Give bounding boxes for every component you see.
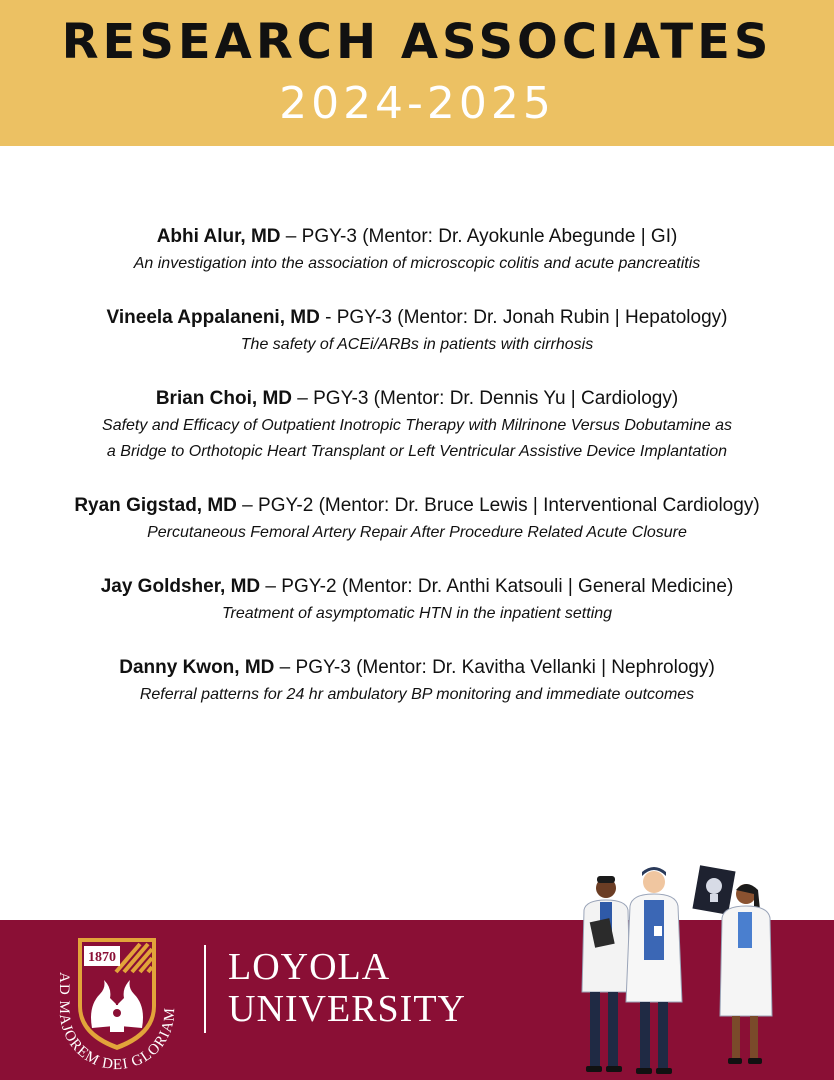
associate-name: Jay Goldsher, MD xyxy=(100,576,261,597)
associate-entry xyxy=(0,493,834,546)
university-name-line-1: LOYOLA xyxy=(228,946,391,988)
associates-list xyxy=(0,224,834,708)
page-header xyxy=(0,0,834,146)
xray-film xyxy=(692,865,735,915)
university-name-line-2: UNIVERSITY xyxy=(228,988,466,1030)
associate-details: – PGY-3 (Mentor: Dr. Dennis Yu | Cardiology) xyxy=(292,388,679,409)
associate-name: Vineela Appalaneni, MD xyxy=(106,307,320,328)
research-topic: Referral patterns for 24 hr ambulatory BP monitoring and immediate outcomes xyxy=(139,686,695,703)
university-seal-logo xyxy=(44,932,190,1072)
university-wordmark xyxy=(228,946,466,1030)
research-topic: The safety of ACEi/ARBs in patients with cirrhosis xyxy=(240,336,594,353)
doctor-right-figure xyxy=(720,884,772,1064)
academic-year: 2024-2025 xyxy=(279,78,555,129)
research-topic: An investigation into the association of microscopic colitis and acute pancreatitis xyxy=(133,255,701,272)
associate-entry xyxy=(0,655,834,708)
page-title: RESEARCH ASSOCIATES xyxy=(61,14,773,70)
associate-details: - PGY-3 (Mentor: Dr. Jonah Rubin | Hepatology) xyxy=(319,307,728,328)
associate-details: – PGY-2 (Mentor: Dr. Anthi Katsouli | General Medicine) xyxy=(260,576,734,597)
associate-details: – PGY-2 (Mentor: Dr. Bruce Lewis | Interventional Cardiology) xyxy=(236,495,760,516)
associate-name: Ryan Gigstad, MD xyxy=(74,495,237,516)
doctor-left-figure xyxy=(582,876,630,1072)
research-topic: Treatment of asymptomatic HTN in the inpatient setting xyxy=(221,605,613,622)
seal-motto: AD MAJOREM DEI GLORIAM xyxy=(55,972,179,1072)
doctors-illustration xyxy=(570,862,780,1080)
associate-entry xyxy=(0,574,834,627)
associate-entry xyxy=(0,305,834,358)
associate-name: Abhi Alur, MD xyxy=(156,226,281,247)
associate-name: Brian Choi, MD xyxy=(155,388,292,409)
associate-details: – PGY-3 (Mentor: Dr. Kavitha Vellanki | Nephrology) xyxy=(274,657,715,678)
associate-entry xyxy=(0,224,834,277)
associate-details: – PGY-3 (Mentor: Dr. Ayokunle Abegunde | GI) xyxy=(280,226,678,247)
seal-year: 1870 xyxy=(88,950,116,965)
associate-name: Danny Kwon, MD xyxy=(119,657,275,678)
logo-divider xyxy=(204,945,206,1033)
doctor-middle-figure xyxy=(626,867,682,1074)
associate-entry xyxy=(0,386,834,465)
research-topic-line-2: a Bridge to Orthotopic Heart Transplant or Left Ventricular Assistive Device Implantation xyxy=(106,443,728,460)
research-topic: Percutaneous Femoral Artery Repair After Procedure Related Acute Closure xyxy=(147,524,687,541)
research-topic-line-1: Safety and Efficacy of Outpatient Inotropic Therapy with Milrinone Versus Dobutamine as xyxy=(102,417,732,434)
